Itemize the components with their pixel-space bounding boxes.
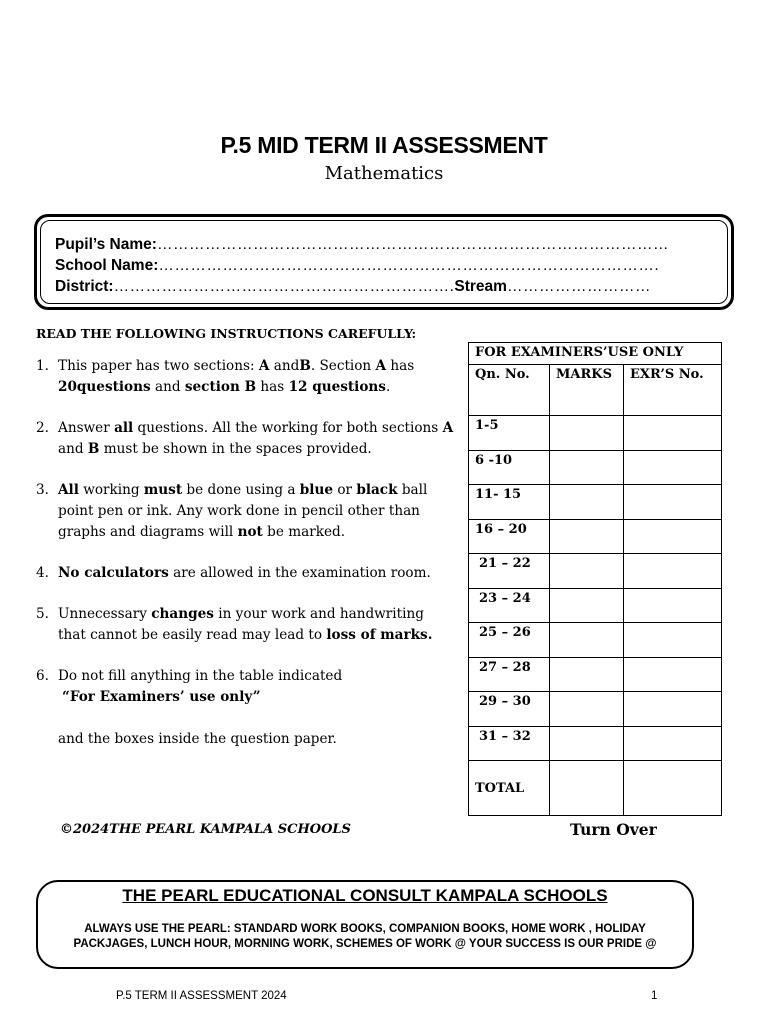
examiners-table-row (469, 554, 722, 589)
column-header-qn-no: Qn. No. (469, 365, 550, 416)
marks-cell (550, 554, 624, 589)
pupil-details-lines (55, 234, 717, 297)
total-marks-cell (550, 761, 624, 816)
copyright-text: ©2024THE PEARL KAMPALA SCHOOLS (60, 822, 351, 837)
instruction-text (58, 604, 456, 646)
question-range-cell: 11- 15 (469, 485, 550, 520)
examiners-table-row (469, 623, 722, 658)
stream-label: Stream (454, 278, 507, 295)
examiners-table-row (469, 416, 722, 451)
instruction-item (36, 604, 456, 646)
instruction-fragment: and the boxes inside the question paper. (58, 731, 337, 747)
instruction-text (58, 418, 456, 460)
instruction-item (36, 418, 456, 460)
instruction-item (36, 563, 456, 584)
instruction-fragment: in your work and handwriting that cannot be easily read may lead to (58, 606, 424, 643)
instruction-text (58, 666, 456, 750)
instruction-fragment: Do not fill anything in the table indicated (58, 668, 343, 684)
instruction-fragment: Unnecessary (58, 606, 152, 622)
instruction-number: 4. (36, 565, 49, 581)
marks-cell (550, 588, 624, 623)
school-name-dots: …………………………………………………………………………………. (158, 257, 660, 274)
examiner-number-cell (624, 657, 722, 692)
examiners-table-row (469, 588, 722, 623)
pupil-name-label: Pupil’s Name: (55, 236, 157, 253)
publisher-title: THE PEARL EDUCATIONAL CONSULT KAMPALA SCHOOLS (122, 886, 608, 905)
examiner-number-cell (624, 588, 722, 623)
stream-dots: ……………………… (506, 278, 651, 295)
examiner-number-cell (624, 554, 722, 589)
turn-over-text: Turn Over (570, 820, 657, 839)
instruction-number: 5. (36, 606, 49, 622)
instruction-emphasis: All (58, 482, 79, 498)
question-range-cell: 23 – 24 (469, 588, 550, 623)
examiners-table-row (469, 450, 722, 485)
examiner-number-cell (624, 692, 722, 727)
instruction-emphasis: section B (184, 379, 257, 395)
marks-cell (550, 657, 624, 692)
instructions-heading: READ THE FOLLOWING INSTRUCTIONS CAREFULLY: (36, 326, 417, 341)
pupil-details-box-inner (40, 220, 728, 304)
examiners-table-heading: FOR EXAMINERS’USE ONLY (469, 343, 722, 365)
school-name-label: School Name: (55, 257, 159, 274)
examiner-number-cell (624, 416, 722, 451)
page-number: 1 (651, 990, 658, 1002)
question-range-cell: 27 – 28 (469, 657, 550, 692)
marks-cell (550, 623, 624, 658)
instruction-emphasis: “For Examiners’ use only” (62, 689, 261, 705)
total-examiner-cell (624, 761, 722, 816)
instruction-emphasis: must (143, 482, 183, 498)
question-range-cell: 1-5 (469, 416, 550, 451)
instruction-emphasis: not (237, 524, 263, 540)
instruction-text (58, 563, 456, 584)
instructions-list (36, 356, 456, 770)
instruction-fragment: must be shown in the spaces provided. (99, 441, 372, 457)
instruction-fragment: are allowed in the examination room. (168, 565, 431, 581)
page-footer-label: P.5 TERM II ASSESSMENT 2024 (116, 990, 287, 1002)
instruction-fragment: be marked. (262, 524, 346, 540)
examiner-number-cell (624, 450, 722, 485)
examiners-table-row (469, 657, 722, 692)
total-label: TOTAL (469, 761, 550, 816)
examiners-table (468, 342, 722, 816)
column-header-marks: MARKS (550, 365, 624, 416)
examiners-table-row (469, 726, 722, 761)
subject-subtitle: Mathematics (324, 163, 444, 184)
instruction-fragment: has (386, 358, 415, 374)
examiner-number-cell (624, 726, 722, 761)
instruction-emphasis: A (442, 420, 454, 436)
instruction-item (36, 480, 456, 543)
instruction-fragment: and (150, 379, 185, 395)
instruction-emphasis: loss of marks. (326, 627, 433, 643)
instruction-fragment: be done using a (182, 482, 300, 498)
examiner-number-cell (624, 519, 722, 554)
instruction-emphasis: 12 questions (288, 379, 386, 395)
instruction-emphasis: all (114, 420, 134, 436)
instruction-fragment: questions. All the working for both sections (133, 420, 443, 436)
instruction-fragment: has (256, 379, 289, 395)
question-range-cell: 16 – 20 (469, 519, 550, 554)
examiner-number-cell (624, 485, 722, 520)
instruction-fragment: This paper has two sections: (58, 358, 259, 374)
instruction-emphasis: A (375, 358, 387, 374)
instruction-emphasis: B (87, 441, 100, 457)
instruction-fragment: ball point pen or ink. Any work done in pencil other than graphs and diagrams will (58, 482, 428, 540)
district-line (55, 276, 717, 297)
instruction-fragment: and (58, 441, 88, 457)
marks-cell (550, 416, 624, 451)
marks-cell (550, 485, 624, 520)
examiners-table-total-row (469, 761, 722, 816)
column-header-exr-no: EXR’S No. (624, 365, 722, 416)
district-label: District: (55, 278, 114, 295)
marks-cell (550, 692, 624, 727)
publisher-text: ALWAYS USE THE PEARL: STANDARD WORK BOOKS, COMPANION BOOKS, HOME WORK , HOLIDAY PACKJAGES, LUNCH HOUR, MORNING WORK, SCHEMES OF WORK @ YOUR SUCCESS IS OUR PRIDE @ (73, 923, 657, 950)
district-dots: ………………………………………………………. (113, 278, 455, 295)
instruction-item (36, 356, 456, 398)
examiner-number-cell (624, 623, 722, 658)
page-title: P.5 MID TERM II ASSESSMENT (220, 132, 548, 158)
instruction-emphasis: changes (151, 606, 214, 622)
question-range-cell: 6 -10 (469, 450, 550, 485)
instruction-number: 1. (36, 358, 49, 374)
instruction-number: 3. (36, 482, 49, 498)
question-range-cell: 25 – 26 (469, 623, 550, 658)
instruction-item (36, 666, 456, 750)
question-range-cell: 21 – 22 (469, 554, 550, 589)
instruction-emphasis: No calculators (58, 565, 169, 581)
instruction-text (58, 480, 456, 543)
instruction-emphasis: black (356, 482, 398, 498)
instruction-fragment: Answer (58, 420, 115, 436)
instruction-emphasis: A (258, 358, 270, 374)
examiners-table-row (469, 692, 722, 727)
instruction-number: 6. (36, 668, 49, 684)
question-range-cell: 29 – 30 (469, 692, 550, 727)
examiners-table-row (469, 485, 722, 520)
question-range-cell: 31 – 32 (469, 726, 550, 761)
marks-cell (550, 450, 624, 485)
instruction-fragment: . (385, 379, 391, 395)
pupil-name-line (55, 234, 717, 255)
instruction-emphasis: 20questions (58, 379, 151, 395)
instruction-fragment: working (78, 482, 144, 498)
marks-cell (550, 726, 624, 761)
examiners-table-row (469, 519, 722, 554)
instruction-emphasis: B (299, 358, 311, 374)
instruction-number: 2. (36, 420, 49, 436)
pupil-details-box (34, 214, 734, 310)
school-name-line (55, 255, 717, 276)
marks-cell (550, 519, 624, 554)
publisher-box (36, 880, 694, 969)
instruction-fragment: . Section (310, 358, 376, 374)
instruction-fragment: and (269, 358, 300, 374)
instruction-text (58, 356, 456, 398)
pupil-name-dots: …………………………………………………………………………………… (156, 236, 669, 253)
instruction-fragment: or (333, 482, 357, 498)
instruction-emphasis: blue (299, 482, 333, 498)
